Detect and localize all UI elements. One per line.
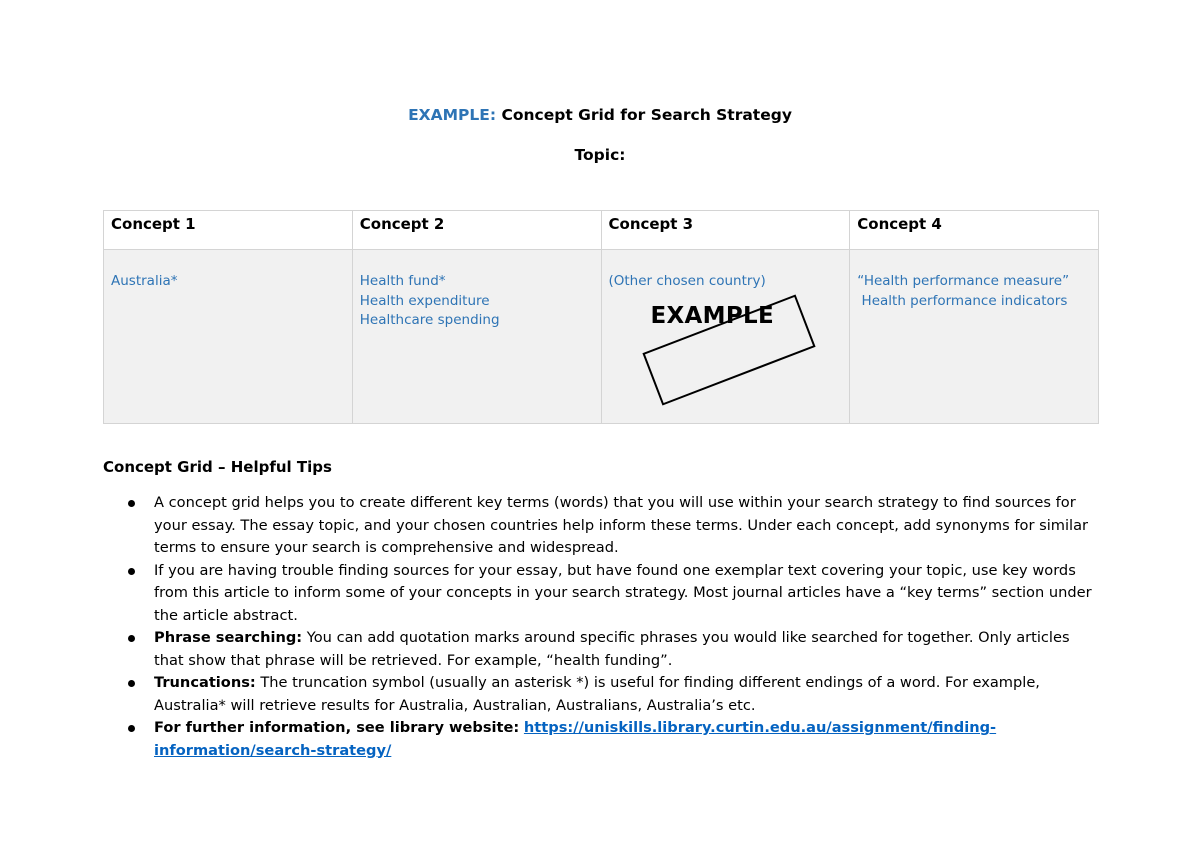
tip-item [103, 560, 1103, 628]
concept-4-cell [850, 250, 1099, 424]
tip-item [103, 627, 1103, 672]
tip-text: You can add quotation marks around specific phrases you would like searched for together. Only articles that show that phrase will be retrieved. For example, “health funding”. [154, 629, 1070, 669]
page-title [0, 106, 1200, 124]
tip-label: Truncations: [154, 674, 256, 691]
concept-1-header: Concept 1 [104, 211, 353, 250]
bullet-icon [128, 568, 135, 575]
concept-2-term: Health expenditure [359, 292, 490, 309]
tips-heading: Concept Grid – Helpful Tips [103, 458, 332, 476]
example-stamp-text: EXAMPLE [650, 303, 774, 329]
bullet-icon [128, 635, 135, 642]
tip-item [103, 717, 1103, 762]
concept-3-header: Concept 3 [601, 211, 850, 250]
concept-header-row [104, 211, 1099, 250]
concept-3-term: (Other chosen country) [608, 273, 766, 289]
tip-label: Phrase searching: [154, 629, 303, 646]
concept-grid-table [103, 210, 1099, 424]
tip-label: For further information, see library website: [154, 719, 520, 736]
tip-text: A concept grid helps you to create different key terms (words) that you will use within your search strategy to find sources for your essay. The essay topic, and your chosen countries help inform these terms. Under each concept, add synonyms for similar terms to ensure your search is comprehensive and widespread. [154, 494, 1089, 556]
title-prefix: EXAMPLE: [408, 106, 497, 124]
concept-2-cell [352, 250, 601, 424]
concept-2-term: Healthcare spending [359, 312, 500, 328]
title-rest: Concept Grid for Search Strategy [496, 106, 792, 124]
concept-4-header: Concept 4 [850, 211, 1099, 250]
tip-item [103, 672, 1103, 717]
topic-label: Topic: [574, 146, 626, 164]
tip-item [103, 492, 1103, 560]
concept-2-term: Health fund* [359, 273, 446, 289]
concept-1-term: Australia* [111, 273, 178, 289]
concept-4-term: Health performance indicators [857, 292, 1068, 309]
concept-4-term: “Health performance measure” [857, 273, 1070, 289]
concept-3-cell [601, 250, 850, 424]
tips-list [103, 492, 1103, 762]
bullet-icon [128, 500, 135, 507]
bullet-icon [128, 725, 135, 732]
concept-terms-row [104, 250, 1099, 424]
tip-text: The truncation symbol (usually an asterisk *) is useful for finding different endings of a word. For example, Australia* will retrieve results for Australia, Australian, Australians, Australia’s etc. [154, 674, 1040, 714]
library-website-link[interactable]: https://uniskills.library.curtin.edu.au/assignment/finding-information/search-strategy/ [154, 719, 997, 759]
bullet-icon [128, 680, 135, 687]
concept-2-header: Concept 2 [352, 211, 601, 250]
concept-1-cell [104, 250, 353, 424]
tip-text: If you are having trouble finding sources for your essay, but have found one exemplar text covering your topic, use key words from this article to inform some of your concepts in your search strategy. Most journal articles have a “key terms” section under the article abstract. [154, 561, 1092, 624]
